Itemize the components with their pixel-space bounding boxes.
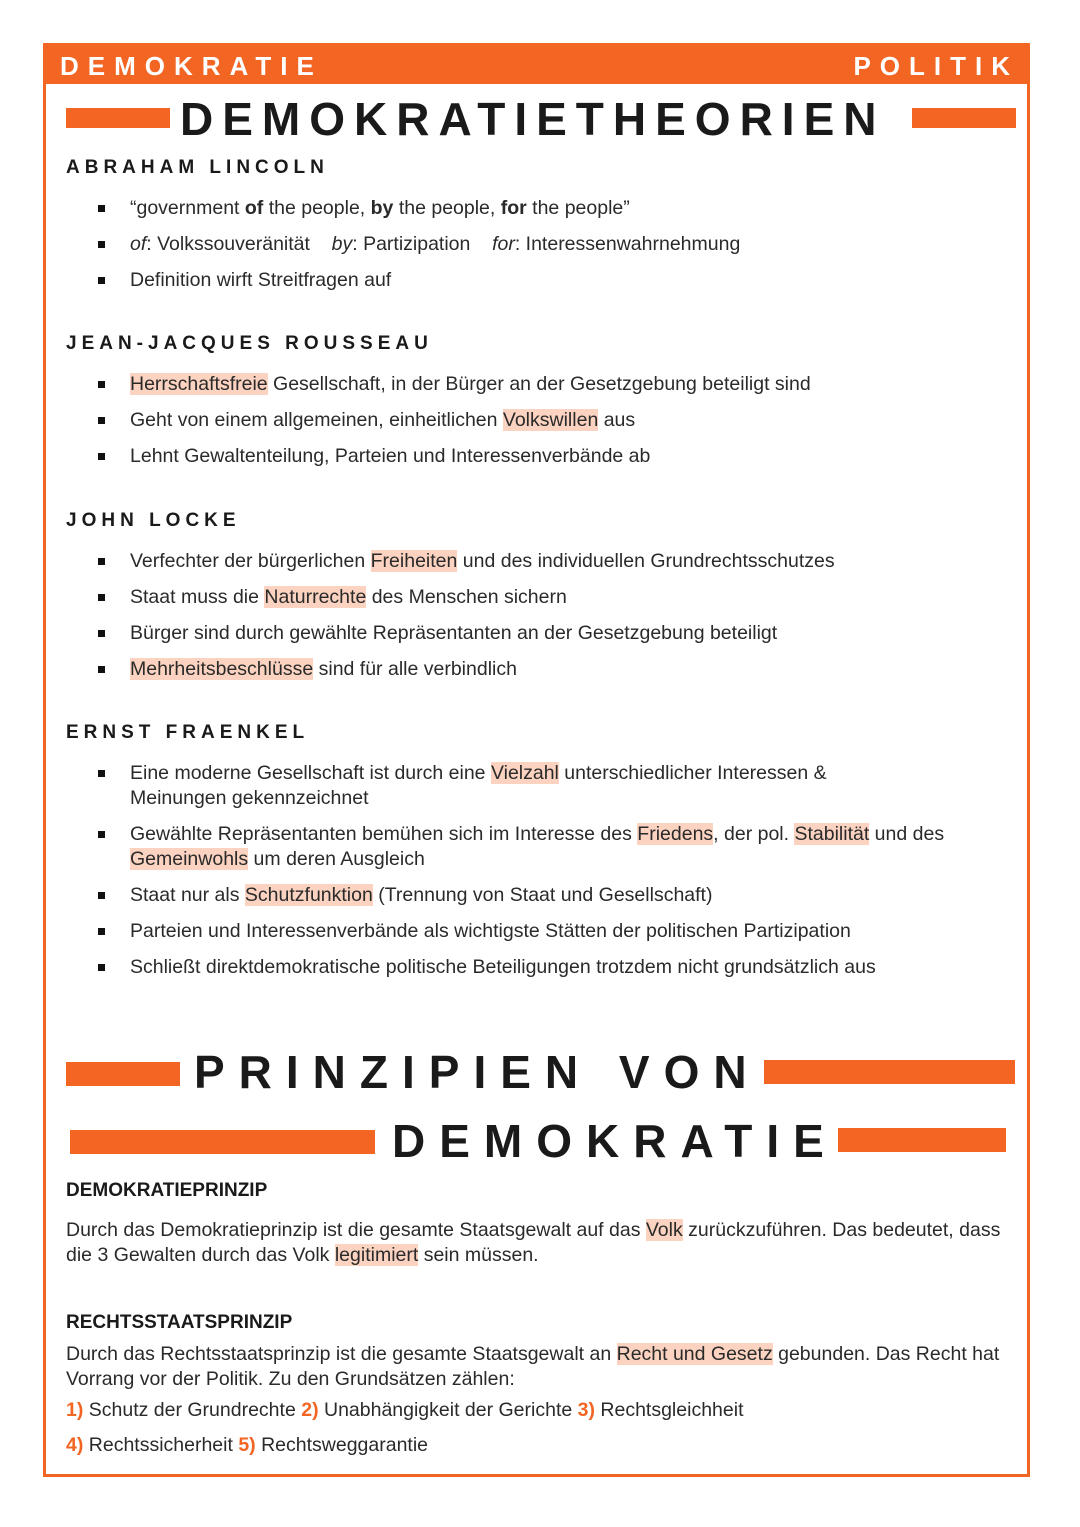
- grundsaetze-line-2: 4) Rechtssicherheit 5) Rechtsweggarantie: [66, 1434, 429, 1456]
- paragraph-demokratieprinzip: Durch das Demokratieprinzip ist die gesamte Staatsgewalt auf das Volk zurückzuführen. Das bedeutet, dass die 3 Gewalten durch das Volk legitimiert sein müssen.: [66, 1219, 1001, 1266]
- list-item: “government of the people, by the people, for the people”: [96, 196, 1006, 221]
- section-title-line2: DEMOKRATIE: [392, 1115, 838, 1167]
- list-item: Mehrheitsbeschlüsse sind für alle verbindlich: [96, 657, 1006, 682]
- heading-demokratieprinzip: DEMOKRATIEPRINZIP: [66, 1180, 268, 1201]
- title-bar-left: [66, 108, 170, 128]
- header-subject-right: POLITIK: [853, 51, 1019, 81]
- section-heading-rousseau: JEAN-JACQUES ROUSSEAU: [66, 333, 433, 354]
- lincoln-list: [96, 196, 1006, 293]
- list-item: Staat muss die Naturrechte des Menschen sichern: [96, 585, 1006, 610]
- rousseau-list: [96, 372, 1006, 469]
- list-item: Gewählte Repräsentanten bemühen sich im Interesse des Friedens, der pol. Stabilität und des Gemeinwohls um deren Ausgleich: [96, 822, 966, 872]
- section-heading-locke: JOHN LOCKE: [66, 510, 241, 531]
- list-item: Staat nur als Schutzfunktion (Trennung von Staat und Gesellschaft): [96, 883, 966, 908]
- heading-rechtsstaatsprinzip: RECHTSSTAATSPRINZIP: [66, 1312, 293, 1333]
- list-item: of: Volkssouveränität by: Partizipation for: Interessenwahrnehmung: [96, 232, 1006, 257]
- title2-bar-left-2: [70, 1130, 375, 1154]
- list-item: Definition wirft Streitfragen auf: [96, 268, 1006, 293]
- locke-list: [96, 549, 1006, 682]
- fraenkel-list: [96, 761, 966, 980]
- list-item: Verfechter der bürgerlichen Freiheiten und des individuellen Grundrechtsschutzes: [96, 549, 1006, 574]
- paragraph-rechtsstaatsprinzip: Durch das Rechtsstaatsprinzip ist die gesamte Staatsgewalt an Recht und Gesetz gebunden. Das Recht hat Vorrang vor der Politik. Zu den Grundsätzen zählen:: [66, 1343, 1000, 1390]
- page-title: DEMOKRATIETHEORIEN: [180, 93, 886, 145]
- list-item: Lehnt Gewaltenteilung, Parteien und Interessenverbände ab: [96, 444, 1006, 469]
- title-bar-right: [912, 108, 1016, 128]
- grundsaetze-line-1: 1) Schutz der Grundrechte 2) Unabhängigkeit der Gerichte 3) Rechtsgleichheit: [66, 1399, 744, 1421]
- section-title-line1: PRINZIPIEN VON: [194, 1046, 761, 1098]
- list-item: Eine moderne Gesellschaft ist durch eine Vielzahl unterschiedlicher Interessen & Meinungen gekennzeichnet: [96, 761, 966, 811]
- section-heading-lincoln: ABRAHAM LINCOLN: [66, 157, 329, 178]
- title2-bar-right-1: [764, 1060, 1015, 1084]
- list-item: Parteien und Interessenverbände als wichtigste Stätten der politischen Partizipation: [96, 919, 966, 944]
- list-item: Bürger sind durch gewählte Repräsentanten an der Gesetzgebung beteiligt: [96, 621, 1006, 646]
- section-heading-fraenkel: ERNST FRAENKEL: [66, 722, 310, 743]
- list-item: Geht von einem allgemeinen, einheitlichen Volkswillen aus: [96, 408, 1006, 433]
- list-item: Schließt direktdemokratische politische Beteiligungen trotzdem nicht grundsätzlich aus: [96, 955, 966, 980]
- header-bar: [46, 46, 1027, 84]
- title2-bar-right-2: [838, 1128, 1006, 1152]
- title2-bar-left-1: [66, 1062, 180, 1086]
- header-subject-left: DEMOKRATIE: [60, 51, 323, 81]
- list-item: Herrschaftsfreie Gesellschaft, in der Bürger an der Gesetzgebung beteiligt sind: [96, 372, 1006, 397]
